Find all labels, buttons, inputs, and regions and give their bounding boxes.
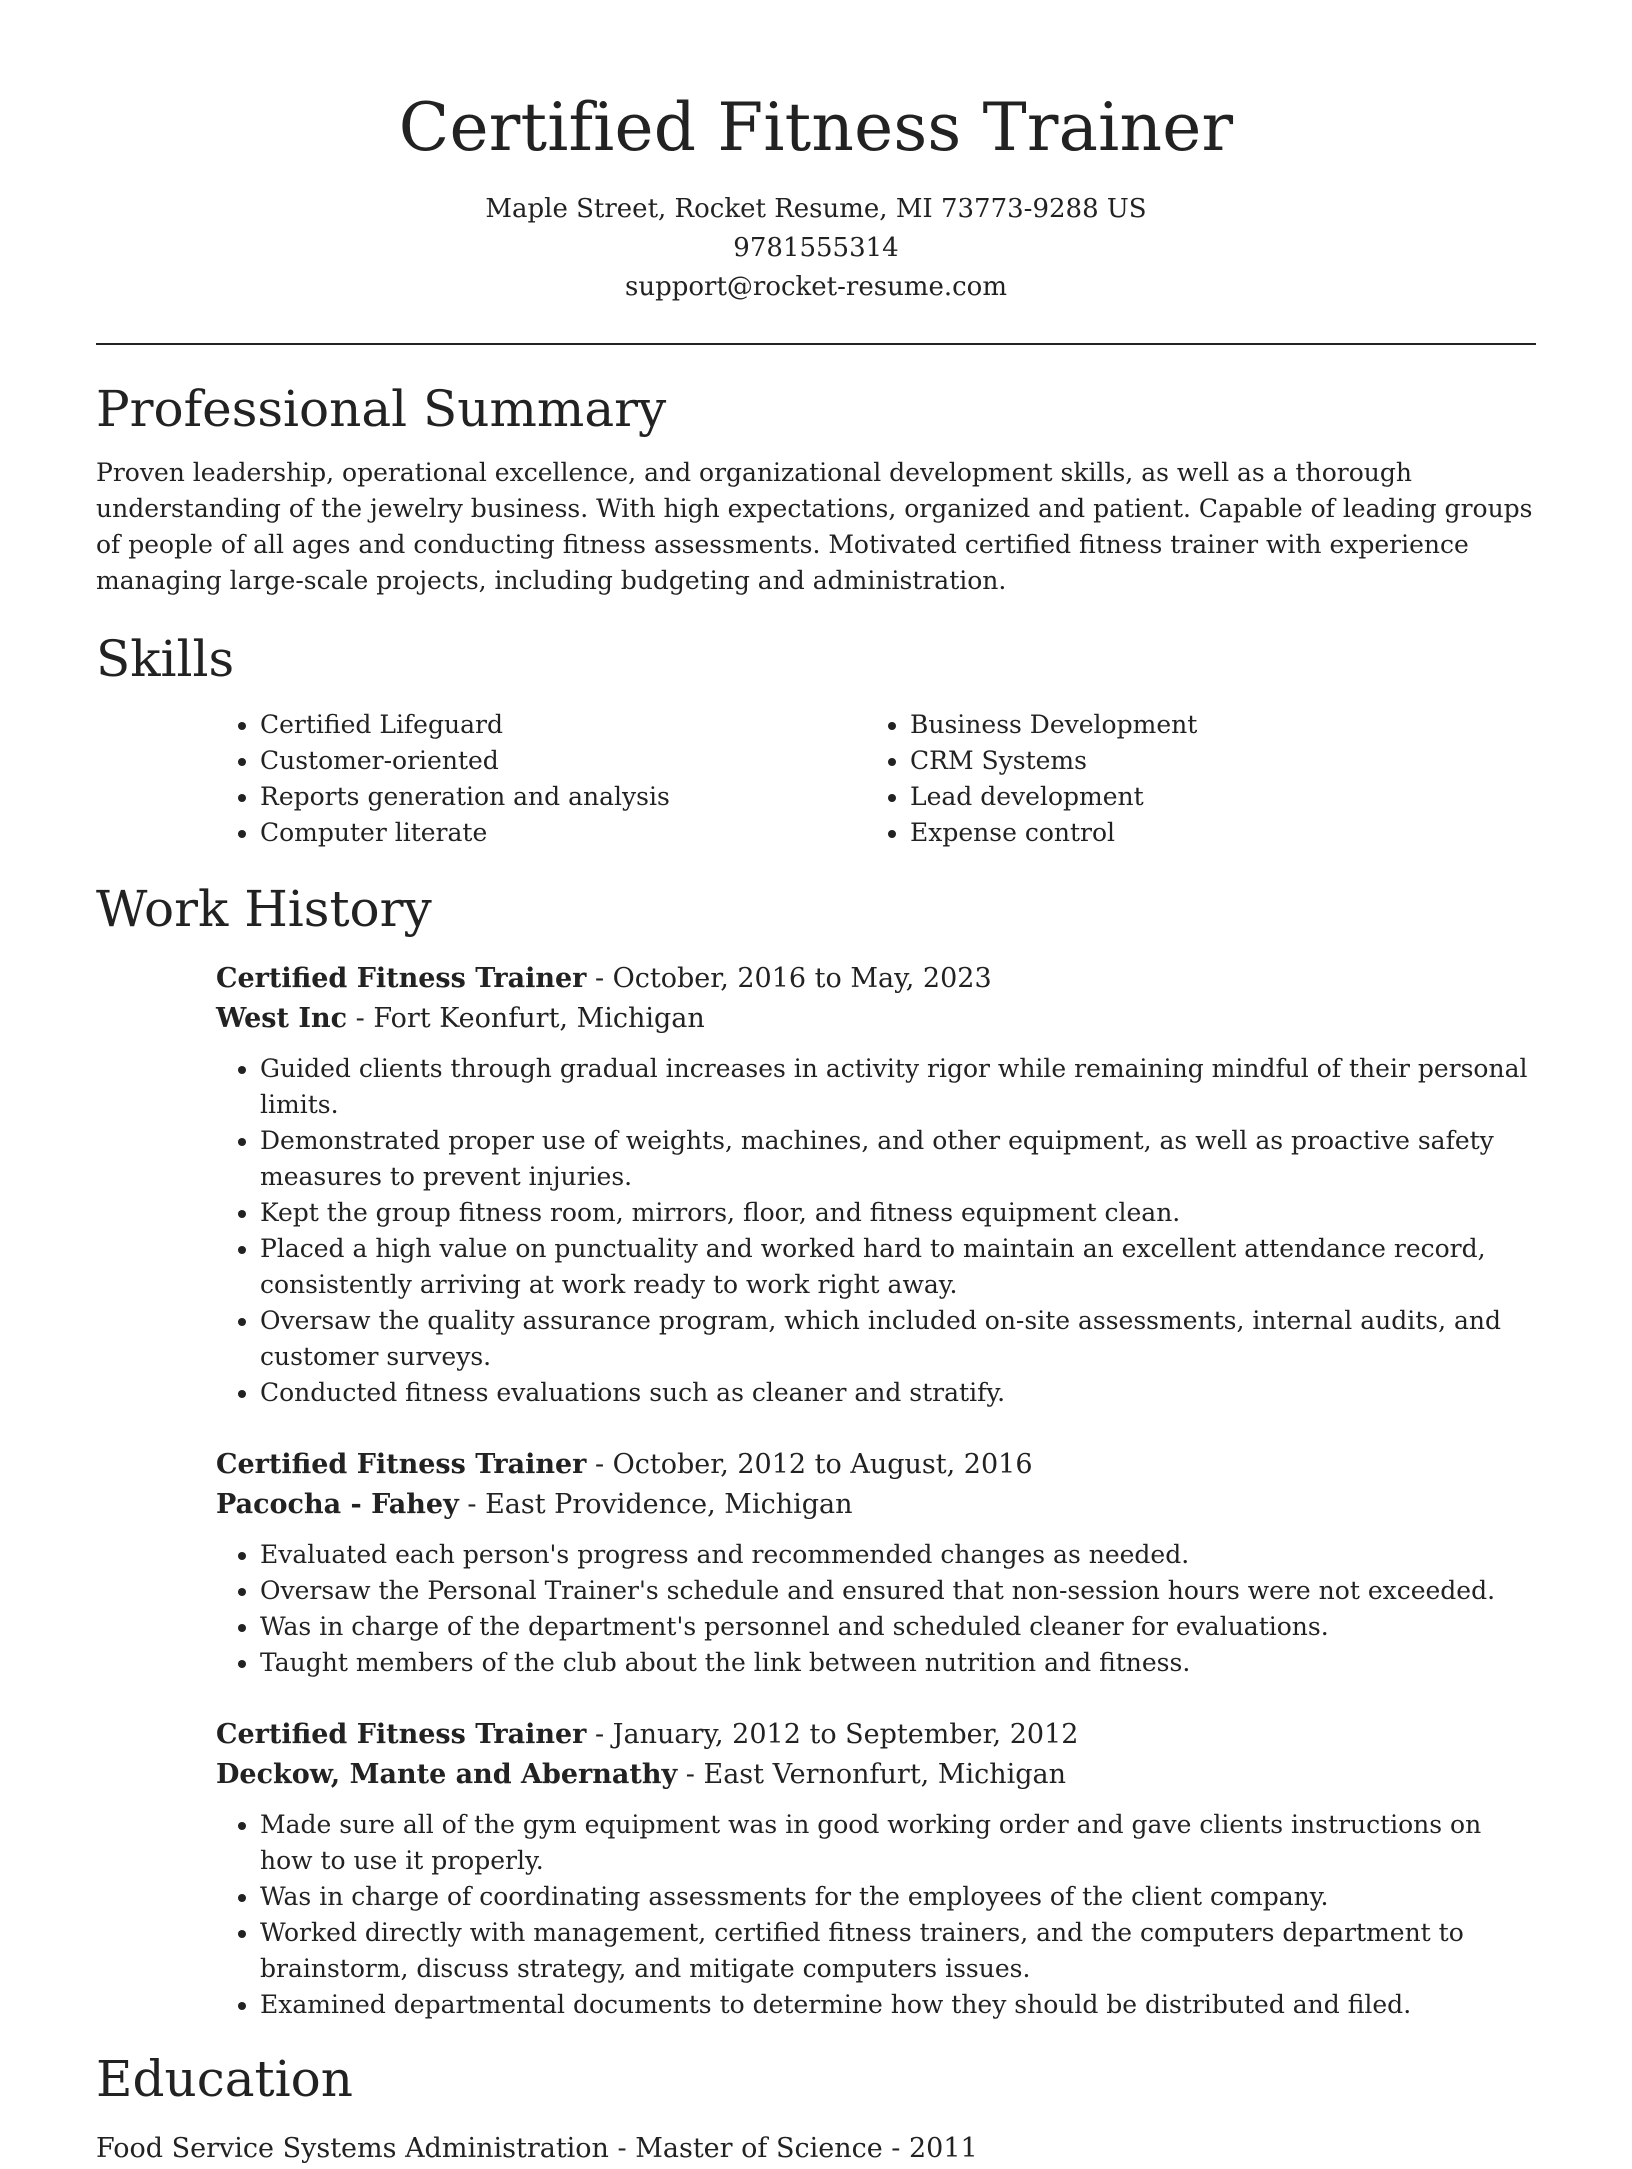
- duty-item: • Evaluated each person's progress and recommended changes as needed.: [260, 1537, 1536, 1573]
- duty-item: • Guided clients through gradual increases in activity rigor while remaining mindful of their personal limits.: [260, 1051, 1536, 1123]
- email-address: support@rocket-resume.com: [624, 272, 1007, 302]
- work-history-section: [96, 877, 1536, 2023]
- job-duties: [216, 1807, 1536, 2023]
- employer-name: West Inc: [216, 1003, 348, 1034]
- skill-item: • Reports generation and analysis: [260, 779, 866, 815]
- job-entry: [216, 1445, 1536, 1681]
- job-title-line: [216, 1715, 1536, 1755]
- duty-item: • Oversaw the Personal Trainer's schedule and ensured that non-session hours were not exceeded.: [260, 1573, 1536, 1609]
- employer-name: Deckow, Mante and Abernathy: [216, 1759, 678, 1790]
- skill-item: • CRM Systems: [910, 743, 1536, 779]
- job-title-line: [216, 1445, 1536, 1485]
- candidate-name: Certified Fitness Trainer: [398, 89, 1234, 166]
- skill-item: • Customer-oriented: [260, 743, 866, 779]
- duty-item: • Kept the group fitness room, mirrors, floor, and fitness equipment clean.: [260, 1195, 1536, 1231]
- section-title-skills: Skills: [96, 630, 235, 688]
- skills-grid: [216, 707, 1536, 851]
- duty-item: • Examined departmental documents to determine how they should be distributed and filed.: [260, 1987, 1536, 2023]
- skill-item: • Computer literate: [260, 815, 866, 851]
- job-dates: - October, 2012 to August, 2016: [586, 1449, 1033, 1480]
- education-entry: Food Service Systems Administration - Master of Science - 2011: [96, 2133, 978, 2164]
- skill-item: • Business Development: [910, 707, 1536, 743]
- resume-page: [96, 0, 1536, 2169]
- duty-item: • Was in charge of coordinating assessments for the employees of the client company.: [260, 1879, 1536, 1915]
- section-title-work-history: Work History: [96, 880, 432, 938]
- skill-item: • Certified Lifeguard: [260, 707, 866, 743]
- job-title: Certified Fitness Trainer: [216, 1449, 587, 1480]
- job-location: - Fort Keonfurt, Michigan: [347, 1003, 705, 1034]
- job-duties: [216, 1051, 1536, 1411]
- job-entry: [216, 959, 1536, 1411]
- job-location: - East Providence, Michigan: [458, 1489, 853, 1520]
- job-dates: - January, 2012 to September, 2012: [586, 1719, 1079, 1750]
- duty-item: • Worked directly with management, certified fitness trainers, and the computers department to brainstorm, discuss strategy, and mitigate computers issues.: [260, 1915, 1536, 1987]
- job-location: - East Vernonfurt, Michigan: [677, 1759, 1067, 1790]
- duty-item: • Conducted fitness evaluations such as cleaner and stratify.: [260, 1375, 1536, 1411]
- job-duties: [216, 1537, 1536, 1681]
- job-dates: - October, 2016 to May, 2023: [586, 963, 992, 994]
- job-entry: [216, 1715, 1536, 2023]
- skills-left-column: [216, 707, 866, 851]
- employer-line: [216, 999, 1536, 1039]
- duty-item: • Made sure all of the gym equipment was in good working order and gave clients instructions on how to use it properly.: [260, 1807, 1536, 1879]
- phone-number: 9781555314: [733, 233, 899, 263]
- job-title: Certified Fitness Trainer: [216, 1719, 587, 1750]
- skills-section: [96, 627, 1536, 851]
- skills-right-column: [866, 707, 1536, 851]
- section-title-education: Education: [96, 2050, 353, 2108]
- job-title: Certified Fitness Trainer: [216, 963, 587, 994]
- resume-header: [96, 0, 1536, 307]
- job-title-line: [216, 959, 1536, 999]
- education-section: [96, 2047, 1536, 2169]
- duty-item: • Demonstrated proper use of weights, machines, and other equipment, as well as proactive safety measures to prevent injuries.: [260, 1123, 1536, 1195]
- duty-item: • Taught members of the club about the link between nutrition and fitness.: [260, 1645, 1536, 1681]
- address: Maple Street, Rocket Resume, MI 73773-9288 US: [485, 194, 1147, 224]
- section-title-summary: Professional Summary: [96, 380, 667, 438]
- duty-item: • Oversaw the quality assurance program, which included on-site assessments, internal audits, and customer surveys.: [260, 1303, 1536, 1375]
- contact-info: [96, 190, 1536, 307]
- employer-name: Pacocha - Fahey: [216, 1489, 459, 1520]
- duty-item: • Placed a high value on punctuality and worked hard to maintain an excellent attendance record, consistently arriving at work ready to work right away.: [260, 1231, 1536, 1303]
- employer-line: [216, 1755, 1536, 1795]
- employer-line: [216, 1485, 1536, 1525]
- header-divider: [96, 343, 1536, 345]
- skill-item: • Expense control: [910, 815, 1536, 851]
- duty-item: • Was in charge of the department's personnel and scheduled cleaner for evaluations.: [260, 1609, 1536, 1645]
- summary-text: Proven leadership, operational excellence, and organizational development skills, as well as a thorough understanding of the jewelry business. With high expectations, organized and patient. Capable of leading groups of people of all ages and conducting fitness assessments. Motivated certified fitness trainer with experience managing large-scale projects, including budgeting and administration.: [96, 458, 1533, 595]
- skill-item: • Lead development: [910, 779, 1536, 815]
- professional-summary-section: [96, 377, 1536, 599]
